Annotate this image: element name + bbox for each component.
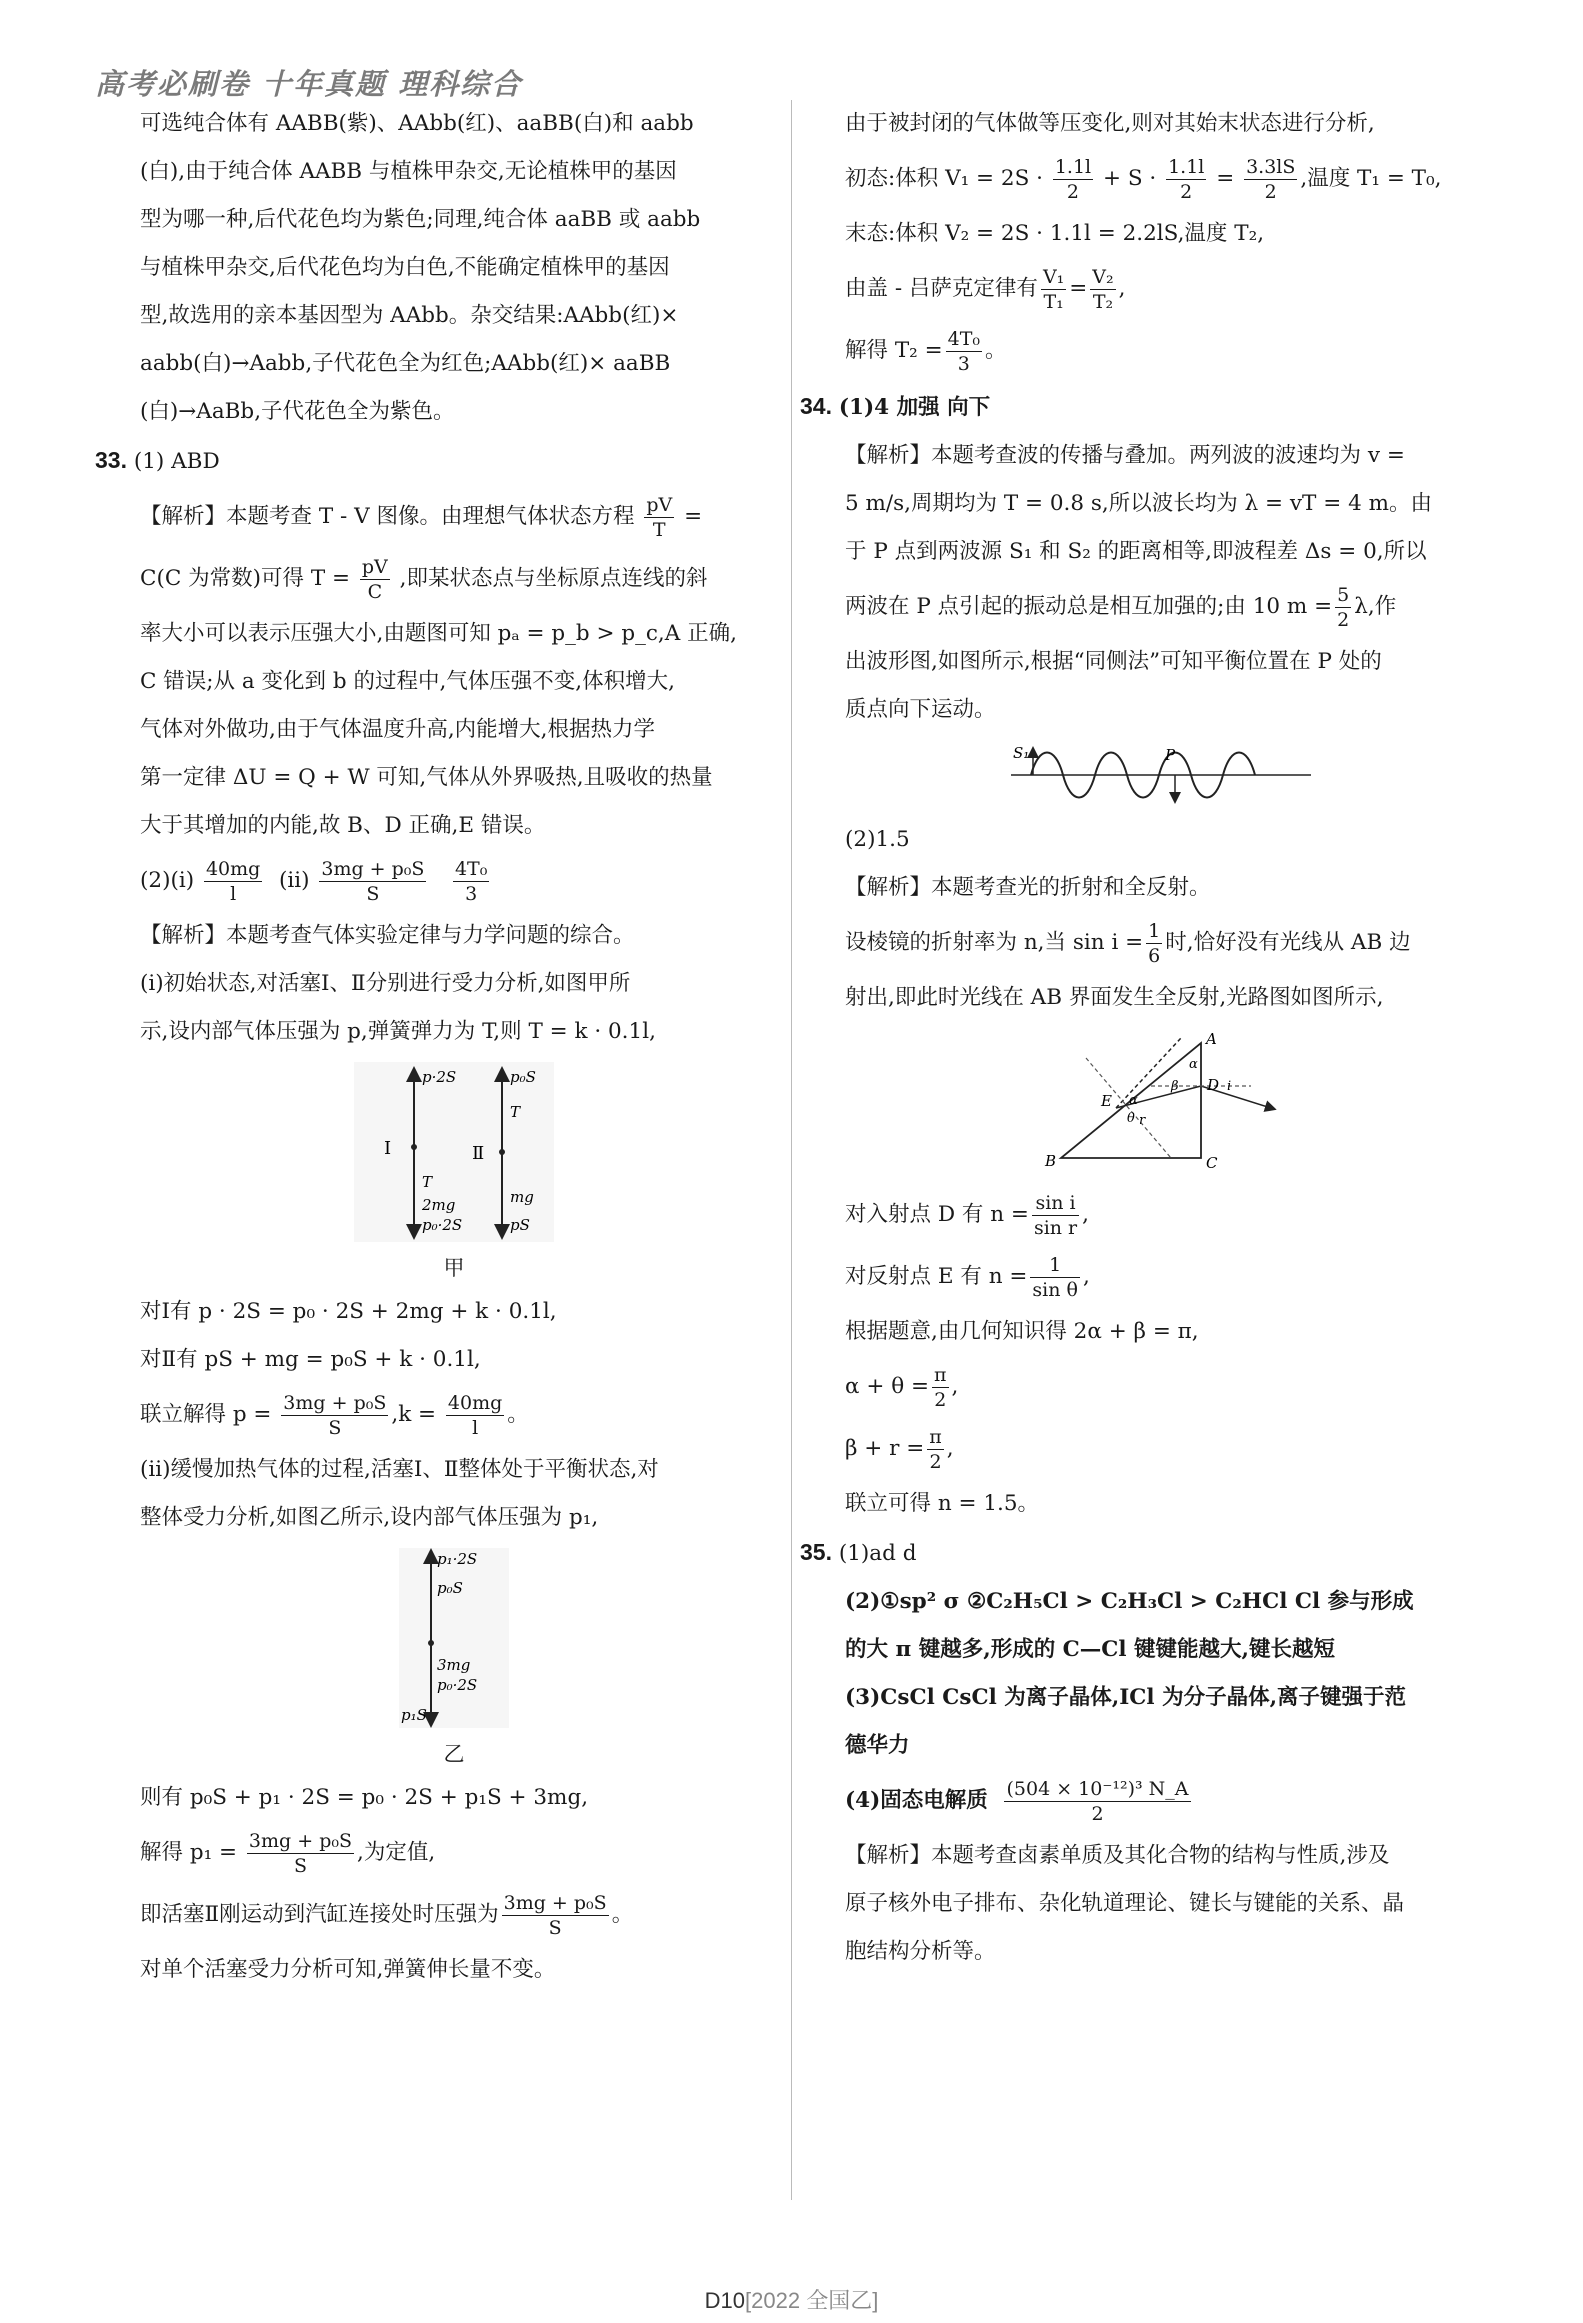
fraction (360, 555, 390, 604)
force-label: 3mg (437, 1656, 471, 1674)
text-line: 胞结构分析等。 (845, 1939, 996, 1964)
equation-line (845, 1246, 1477, 1308)
point-label: E (1101, 1092, 1112, 1110)
force-diagram-yi (399, 1548, 509, 1728)
angle-label: α (1189, 1057, 1198, 1072)
force-diagram-jia (354, 1062, 554, 1242)
equation-line (845, 1418, 1477, 1480)
denominator: 3 (957, 352, 970, 375)
force-diagram-yi-svg (399, 1548, 509, 1728)
text-line: 与植株甲杂交,后代花色均为白色,不能确定植株甲的基因 (140, 255, 670, 280)
fraction (319, 857, 426, 906)
text-line: (3)CsCl CsCl 为离子晶体,ICl 为分子晶体,离子键强于范 (845, 1685, 1407, 1710)
force-label: p·2S (422, 1068, 457, 1086)
analysis-text: 两波在 P 点引起的振动总是相互加强的;由 10 m = (845, 594, 1333, 619)
numerator: 1.1l (1054, 155, 1092, 178)
denominator: 2 (1091, 1802, 1104, 1825)
numerator: 3mg + p₀S (321, 857, 425, 880)
fraction (453, 857, 489, 906)
page-footer (0, 2284, 1583, 2315)
text-line: 联立可得 n = 1.5。 (845, 1491, 1040, 1516)
answer-text: (4)固态电解质 (845, 1788, 988, 1813)
question-number: 34. (800, 393, 832, 419)
numerator: 1 (1030, 1253, 1080, 1278)
denominator: 2 (1066, 180, 1080, 203)
text-line: 对Ⅱ有 pS + mg = p₀S + k · 0.1l, (140, 1347, 481, 1372)
text-line: 对单个活塞受力分析可知,弹簧伸长量不变。 (140, 1957, 556, 1982)
equation-text: = (1069, 276, 1088, 301)
solution-line (140, 1384, 768, 1446)
fraction (946, 327, 982, 376)
question-number: 35. (800, 1539, 832, 1565)
denominator: S (328, 1416, 342, 1439)
text-line: 率大小可以表示压强大小,由题图可知 pₐ = p_b > p_c,A 正确, (140, 621, 737, 646)
numerator: 1 (1148, 919, 1161, 942)
column-divider (791, 100, 792, 2200)
vertex-label: B (1045, 1152, 1057, 1170)
text-line: 【解析】本题考查波的传播与叠加。两列波的波速均为 v = (845, 443, 1405, 468)
text-line: 整体受力分析,如图乙所示,设内部气体压强为 p₁, (140, 1505, 599, 1530)
page-header: 高考必刷卷 十年真题 理科综合 (95, 67, 523, 101)
fraction (1030, 1253, 1080, 1302)
force-label: T (510, 1103, 521, 1121)
force-label: p₀S (437, 1579, 463, 1597)
force-label: p₀S (510, 1068, 536, 1086)
initial-state-line (845, 148, 1477, 210)
numerator: 3mg + p₀S (248, 1829, 352, 1852)
angle-label: θ (1127, 1111, 1135, 1126)
solution-line (140, 1822, 768, 1884)
force-label: p₁S (401, 1706, 427, 1724)
text-line: 由于被封闭的气体做等压变化,则对其始末状态进行分析, (845, 111, 1375, 136)
analysis-line (140, 486, 768, 548)
wave-diagram-svg (1011, 740, 1311, 810)
text-line: (白)→AaBb,子代花色全为紫色。 (140, 399, 455, 424)
text-line: 的大 π 键越多,形成的 C—Cl 键键能越大,键长越短 (845, 1637, 1336, 1662)
numerator: π (934, 1363, 947, 1386)
text-line: 5 m/s,周期均为 T = 0.8 s,所以波长均为 λ = vT = 4 m。由 (845, 491, 1432, 516)
analysis-line (845, 912, 1477, 974)
figure-caption: 乙 (443, 1742, 465, 1766)
numerator: 1.1l (1168, 155, 1205, 178)
solution-text: ,k = (391, 1402, 437, 1427)
force-diagram-jia-svg (354, 1062, 554, 1242)
numerator: 3mg + p₀S (283, 1391, 387, 1414)
numerator: π (929, 1425, 942, 1448)
denominator: S (366, 882, 380, 905)
denominator: sin r (1033, 1216, 1078, 1239)
denominator: l (472, 1416, 479, 1439)
fraction (932, 1363, 949, 1412)
answer-label: (ii) (278, 868, 310, 893)
analysis-text: λ,作 (1354, 594, 1397, 619)
numerator: 3.3lS (1246, 155, 1296, 178)
prism-light-path-diagram (1031, 1028, 1291, 1178)
denominator: S (548, 1916, 562, 1939)
fraction (502, 1891, 609, 1940)
analysis-line (845, 576, 1477, 638)
answer-text: (1) ABD (133, 449, 220, 474)
figure-caption: 甲 (443, 1256, 465, 1280)
text-line: 于 P 点到两波源 S₁ 和 S₂ 的距离相等,即波程差 Δs = 0,所以 (845, 539, 1427, 564)
equation-text: 解得 T₂ = (845, 338, 943, 363)
question-35-answer-1 (800, 1528, 1477, 1578)
vertex-label: A (1206, 1030, 1217, 1048)
text-line: 示,设内部气体压强为 p,弹簧弹力为 T,则 T = k · 0.1l, (140, 1019, 656, 1044)
denominator: C (367, 580, 383, 603)
fraction (1166, 155, 1206, 204)
numerator: sin i (1032, 1191, 1079, 1216)
fraction (1090, 265, 1115, 314)
solution-text: 。 (611, 1902, 634, 1927)
text-line: 大于其增加的内能,故 B、D 正确,E 错误。 (140, 813, 546, 838)
equals-sign: = (684, 504, 703, 529)
force-label: mg (510, 1188, 534, 1206)
angle-label: r (1139, 1113, 1146, 1128)
numerator: pV (361, 555, 388, 578)
text-line: (i)初始状态,对活塞Ⅰ、Ⅱ分别进行受力分析,如图甲所 (140, 971, 631, 996)
denominator: l (230, 882, 237, 905)
text-line: (白),由于纯合体 AABB 与植株甲杂交,无论植株甲的基因 (140, 159, 677, 184)
numerator: pV (646, 493, 673, 516)
equation-text: 对入射点 D 有 n = (845, 1202, 1029, 1227)
force-label: p₀·2S (422, 1216, 463, 1234)
text-line: (2)①sp² σ ②C₂H₅Cl > C₂H₃Cl > C₂HCl Cl 参与形成 (845, 1589, 1414, 1614)
denominator: 2 (1264, 180, 1277, 203)
question-34-answer-1 (800, 382, 1477, 432)
denominator: 2 (1337, 608, 1350, 631)
fraction (1335, 583, 1351, 632)
force-label: 2mg (422, 1196, 456, 1214)
text-line: 质点向下运动。 (845, 697, 996, 722)
force-label: p₀·2S (437, 1676, 478, 1694)
solution-text: ,为定值, (356, 1840, 436, 1865)
text-line: 【解析】本题考查卤素单质及其化合物的结构与性质,涉及 (845, 1843, 1390, 1868)
angle-label: i (1227, 1079, 1232, 1094)
equation-text: α + θ = (845, 1374, 929, 1399)
equation-text: , (946, 1436, 954, 1461)
equation-text: , (1082, 1202, 1089, 1227)
text-line: 第一定律 ΔU = Q + W 可知,气体从外界吸热,且吸收的热量 (140, 765, 713, 790)
equation-line (845, 1184, 1477, 1246)
numerator: 3mg + p₀S (503, 1891, 607, 1914)
piston-label: Ⅰ (384, 1138, 392, 1159)
angle-label: α (1129, 1093, 1138, 1108)
numerator: V₂ (1092, 265, 1114, 288)
answer-4-line (845, 1770, 1477, 1832)
right-column (800, 100, 1477, 1976)
denominator: T (652, 518, 666, 541)
denominator: S (293, 1854, 307, 1877)
point-label: D (1207, 1076, 1220, 1094)
numerator: 5 (1337, 583, 1350, 606)
fraction (1004, 1777, 1190, 1826)
text-line: 【解析】本题考查光的折射和全反射。 (845, 875, 1211, 900)
equation-text: , (1118, 276, 1126, 301)
analysis-text: ,即某状态点与坐标原点连线的斜 (399, 566, 708, 591)
exam-tag: [2022 全国乙] (745, 2288, 879, 2313)
point-label: P (1165, 746, 1176, 764)
fraction (204, 857, 262, 906)
analysis-text: C(C 为常数)可得 T = (140, 566, 351, 591)
denominator: sin θ (1032, 1278, 1078, 1301)
force-label: p₁·2S (437, 1550, 478, 1568)
piston-label: Ⅱ (472, 1143, 485, 1164)
denominator: T₁ (1043, 290, 1064, 313)
analysis-text: 【解析】本题考查 T - V 图像。由理想气体状态方程 (140, 504, 635, 529)
text-line: 可选纯合体有 AABB(紫)、AAbb(红)、aaBB(白)和 aabb (140, 111, 694, 136)
question-33-answer-2 (140, 850, 768, 912)
equation-text: , (951, 1374, 959, 1399)
text-line: 根据题意,由几何知识得 2α + β = π, (845, 1319, 1199, 1344)
equation-text: = (1216, 166, 1235, 191)
numerator: 4T₀ (454, 857, 488, 880)
solution-line (140, 1884, 768, 1946)
analysis-line (140, 548, 768, 610)
equation-text: , (1082, 1264, 1090, 1289)
question-33-answer-1 (95, 436, 768, 486)
numerator: 4T₀ (947, 327, 981, 350)
denominator: 6 (1148, 944, 1161, 967)
page-number: D10 (704, 2288, 746, 2313)
denominator: 2 (1180, 180, 1193, 203)
text-line: 型,故选用的亲本基因型为 AAbb。杂交结果:AAbb(红)× (140, 303, 679, 328)
fraction (281, 1391, 388, 1440)
answer-text: (1)ad d (838, 1541, 917, 1566)
text-line: (ii)缓慢加热气体的过程,活塞Ⅰ、Ⅱ整体处于平衡状态,对 (140, 1457, 659, 1482)
fraction (247, 1829, 354, 1878)
numerator: 40mg (447, 1391, 503, 1414)
numerator: (504 × 10⁻¹²)³ N_A (1006, 1777, 1189, 1800)
denominator: 3 (465, 882, 478, 905)
solution-text: 联立解得 p = (140, 1402, 272, 1427)
fraction (1146, 919, 1162, 968)
question-number: 33. (95, 447, 127, 473)
prism-svg (1031, 1028, 1291, 1178)
text-line: 则有 p₀S + p₁ · 2S = p₀ · 2S + p₁S + 3mg, (140, 1785, 589, 1810)
force-label: pS (510, 1216, 530, 1234)
text-line: 型为哪一种,后代花色均为紫色;同理,纯合体 aaBB 或 aabb (140, 207, 701, 232)
text-line: 对Ⅰ有 p · 2S = p₀ · 2S + 2mg + k · 0.1l, (140, 1299, 557, 1324)
fraction (1032, 1191, 1079, 1240)
equation-text: 由盖 - 吕萨克定律有 (845, 276, 1038, 301)
equation-text: ,温度 T₁ = T₀, (1300, 166, 1442, 191)
intro-paragraph (140, 100, 768, 436)
numerator: 40mg (205, 857, 261, 880)
analysis-text: 设棱镜的折射率为 n,当 sin i = (845, 930, 1144, 955)
denominator: T₂ (1092, 290, 1114, 313)
vertex-label: C (1206, 1154, 1218, 1172)
fraction (1053, 155, 1093, 204)
answer-text: (1)4 加强 向下 (838, 395, 991, 420)
fraction (927, 1425, 944, 1474)
text-line: 出波形图,如图所示,根据“同侧法”可知平衡位置在 P 处的 (845, 649, 1382, 674)
text-line: 原子核外电子排布、杂化轨道理论、键长与键能的关系、晶 (845, 1891, 1405, 1916)
text-line: 【解析】本题考查气体实验定律与力学问题的综合。 (140, 923, 635, 948)
text-line: (2)1.5 (845, 827, 910, 852)
gay-lussac-line (845, 258, 1477, 320)
force-label: T (422, 1173, 433, 1191)
wave-diagram (1011, 740, 1311, 810)
numerator: V₁ (1042, 265, 1065, 288)
fraction (644, 493, 674, 542)
solution-text: 即活塞Ⅱ刚运动到汽缸连接处时压强为 (140, 1902, 499, 1927)
denominator: 2 (934, 1388, 947, 1411)
equation-text: 。 (985, 338, 1007, 363)
text-line: 气体对外做功,由于气体温度升高,内能增大,根据热力学 (140, 717, 656, 742)
fraction (446, 1391, 504, 1440)
analysis-text: 时,恰好没有光线从 AB 边 (1165, 930, 1411, 955)
source-label: S₁ (1013, 744, 1030, 762)
text-line: aabb(白)→Aabb,子代花色全为红色;AAbb(红)× aaBB (140, 351, 671, 376)
solution-text: 解得 p₁ = (140, 1840, 238, 1865)
denominator: 2 (929, 1450, 942, 1473)
text-line: C 错误;从 a 变化到 b 的过程中,气体压强不变,体积增大, (140, 669, 675, 694)
answer-label: (2)(i) (140, 868, 195, 893)
fraction (1244, 155, 1297, 204)
text-line: 德华力 (845, 1733, 910, 1758)
equation-text: + S · (1102, 166, 1157, 191)
result-line (845, 320, 1477, 382)
equation-text: β + r = (845, 1436, 925, 1461)
text-line: 射出,即此时光线在 AB 界面发生全反射,光路图如图所示, (845, 985, 1384, 1010)
solution-text: 。 (507, 1402, 529, 1427)
text-line: 末态:体积 V₂ = 2S · 1.1l = 2.2lS,温度 T₂, (845, 221, 1265, 246)
equation-text: 初态:体积 V₁ = 2S · (845, 166, 1043, 191)
angle-label: β (1171, 1079, 1179, 1094)
equation-line (845, 1356, 1477, 1418)
equation-text: 对反射点 E 有 n = (845, 1264, 1028, 1289)
fraction (1041, 265, 1066, 314)
left-column (95, 100, 768, 1994)
